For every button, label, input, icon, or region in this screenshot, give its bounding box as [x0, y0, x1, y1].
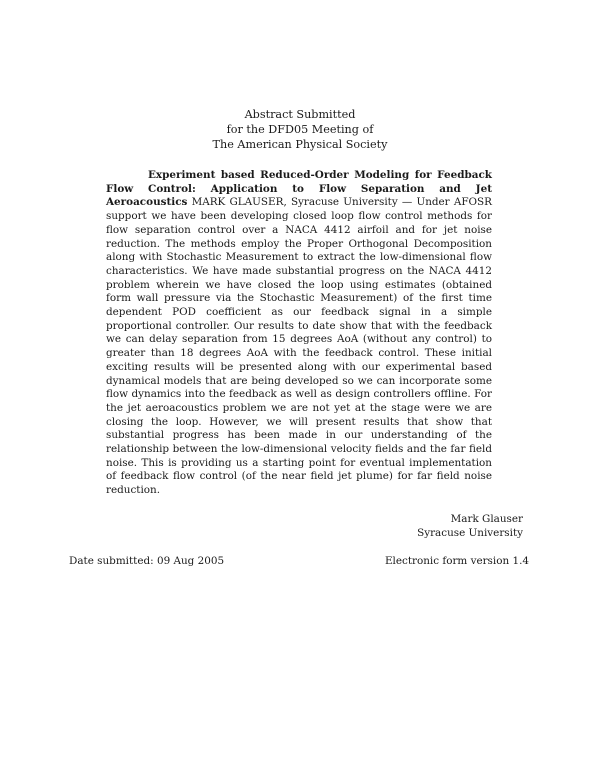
signature-block: [417, 512, 523, 540]
abstract-title: Experiment based Reduced-Order Modeling for Feedback Flow Control: Application to Flow Separation and Jet Aeroacoustics: [106, 169, 492, 209]
form-version: Electronic form version 1.4: [384, 555, 529, 567]
submission-header: [0, 107, 600, 153]
signature-name: Mark Glauser: [450, 513, 523, 525]
abstract-body: Under AFOSR support we have been developing closed loop flow control methods for flow separation control over a NACA 4412 airfoil and for jet noise reduction. The methods employ the Proper Orthogonal Decomposition along with Stochastic Measurement to extract the low-dimensional flow characteristics. We have made substantial progress on the NACA 4412 problem wherein we have closed the loop using estimates (obtained form wall pressure via the Stochastic Measurement) of the first time dependent POD coefficient as our feedback signal in a simple proportional controller. Our results to date show that with the feedback we can delay separation from 15 degrees AoA (without any control) to greater than 18 degrees AoA with the feedback control. These initial exciting results will be presented along with our experimental based dynamical models that are being developed so we can incorporate some flow dynamics into the feedback as well as design controllers offline. For the jet aeroacoustics problem we are not yet at the stage were we are closing the loop. However, we will present results that show that substantial progress has been made in our understanding of the relationship between the low-dimensional velocity fields and the far field noise. This is providing us a starting point for eventual implementation of feedback flow control (of the near field jet plume) for far field noise reduction.: [106, 196, 492, 497]
footer: [69, 555, 529, 567]
abstract-separator: —: [401, 196, 413, 209]
abstract-author: MARK GLAUSER: [191, 196, 284, 209]
abstract-paragraph: Experiment based Reduced-Order Modeling for Feedback Flow Control: Application to Flow Separation and Jet Aeroacoustics MARK GLAUSER, Syracuse University — Under AFOSR support we have been developing closed loop flow control methods for flow separation control over a NACA 4412 airfoil and for jet noise reduction. The methods employ the Proper Orthogonal Decomposition along with Stochastic Measurement to extract the low-dimensional flow characteristics. We have made substantial progress on the NACA 4412 problem wherein we have closed the loop using estimates (obtained form wall pressure via the Stochastic Measurement) of the first time dependent POD coefficient as our feedback signal in a simple proportional controller. Our results to date show that with the feedback we can delay separation from 15 degrees AoA (without any control) to greater than 18 degrees AoA with the feedback control. These initial exciting results will be presented along with our experimental based dynamical models that are being developed so we can incorporate some flow dynamics into the feedback as well as design controllers offline. For the jet aeroacoustics problem we are not yet at the stage were we are closing the loop. However, we will present results that show that substantial progress has been made in our understanding of the relationship between the low-dimensional velocity fields and the far field noise. This is providing us a starting point for eventual implementation of feedback flow control (of the near field jet plume) for far field noise reduction.: [106, 169, 492, 497]
header-line-1: Abstract Submitted: [244, 108, 356, 121]
date-submitted: Date submitted: 09 Aug 2005: [69, 555, 225, 567]
header-line-2: for the DFD05 Meeting of: [226, 123, 374, 137]
abstract-affiliation: Syracuse University: [290, 196, 398, 209]
header-line-3: The American Physical Society: [212, 138, 388, 152]
signature-institution: Syracuse University: [417, 527, 523, 539]
